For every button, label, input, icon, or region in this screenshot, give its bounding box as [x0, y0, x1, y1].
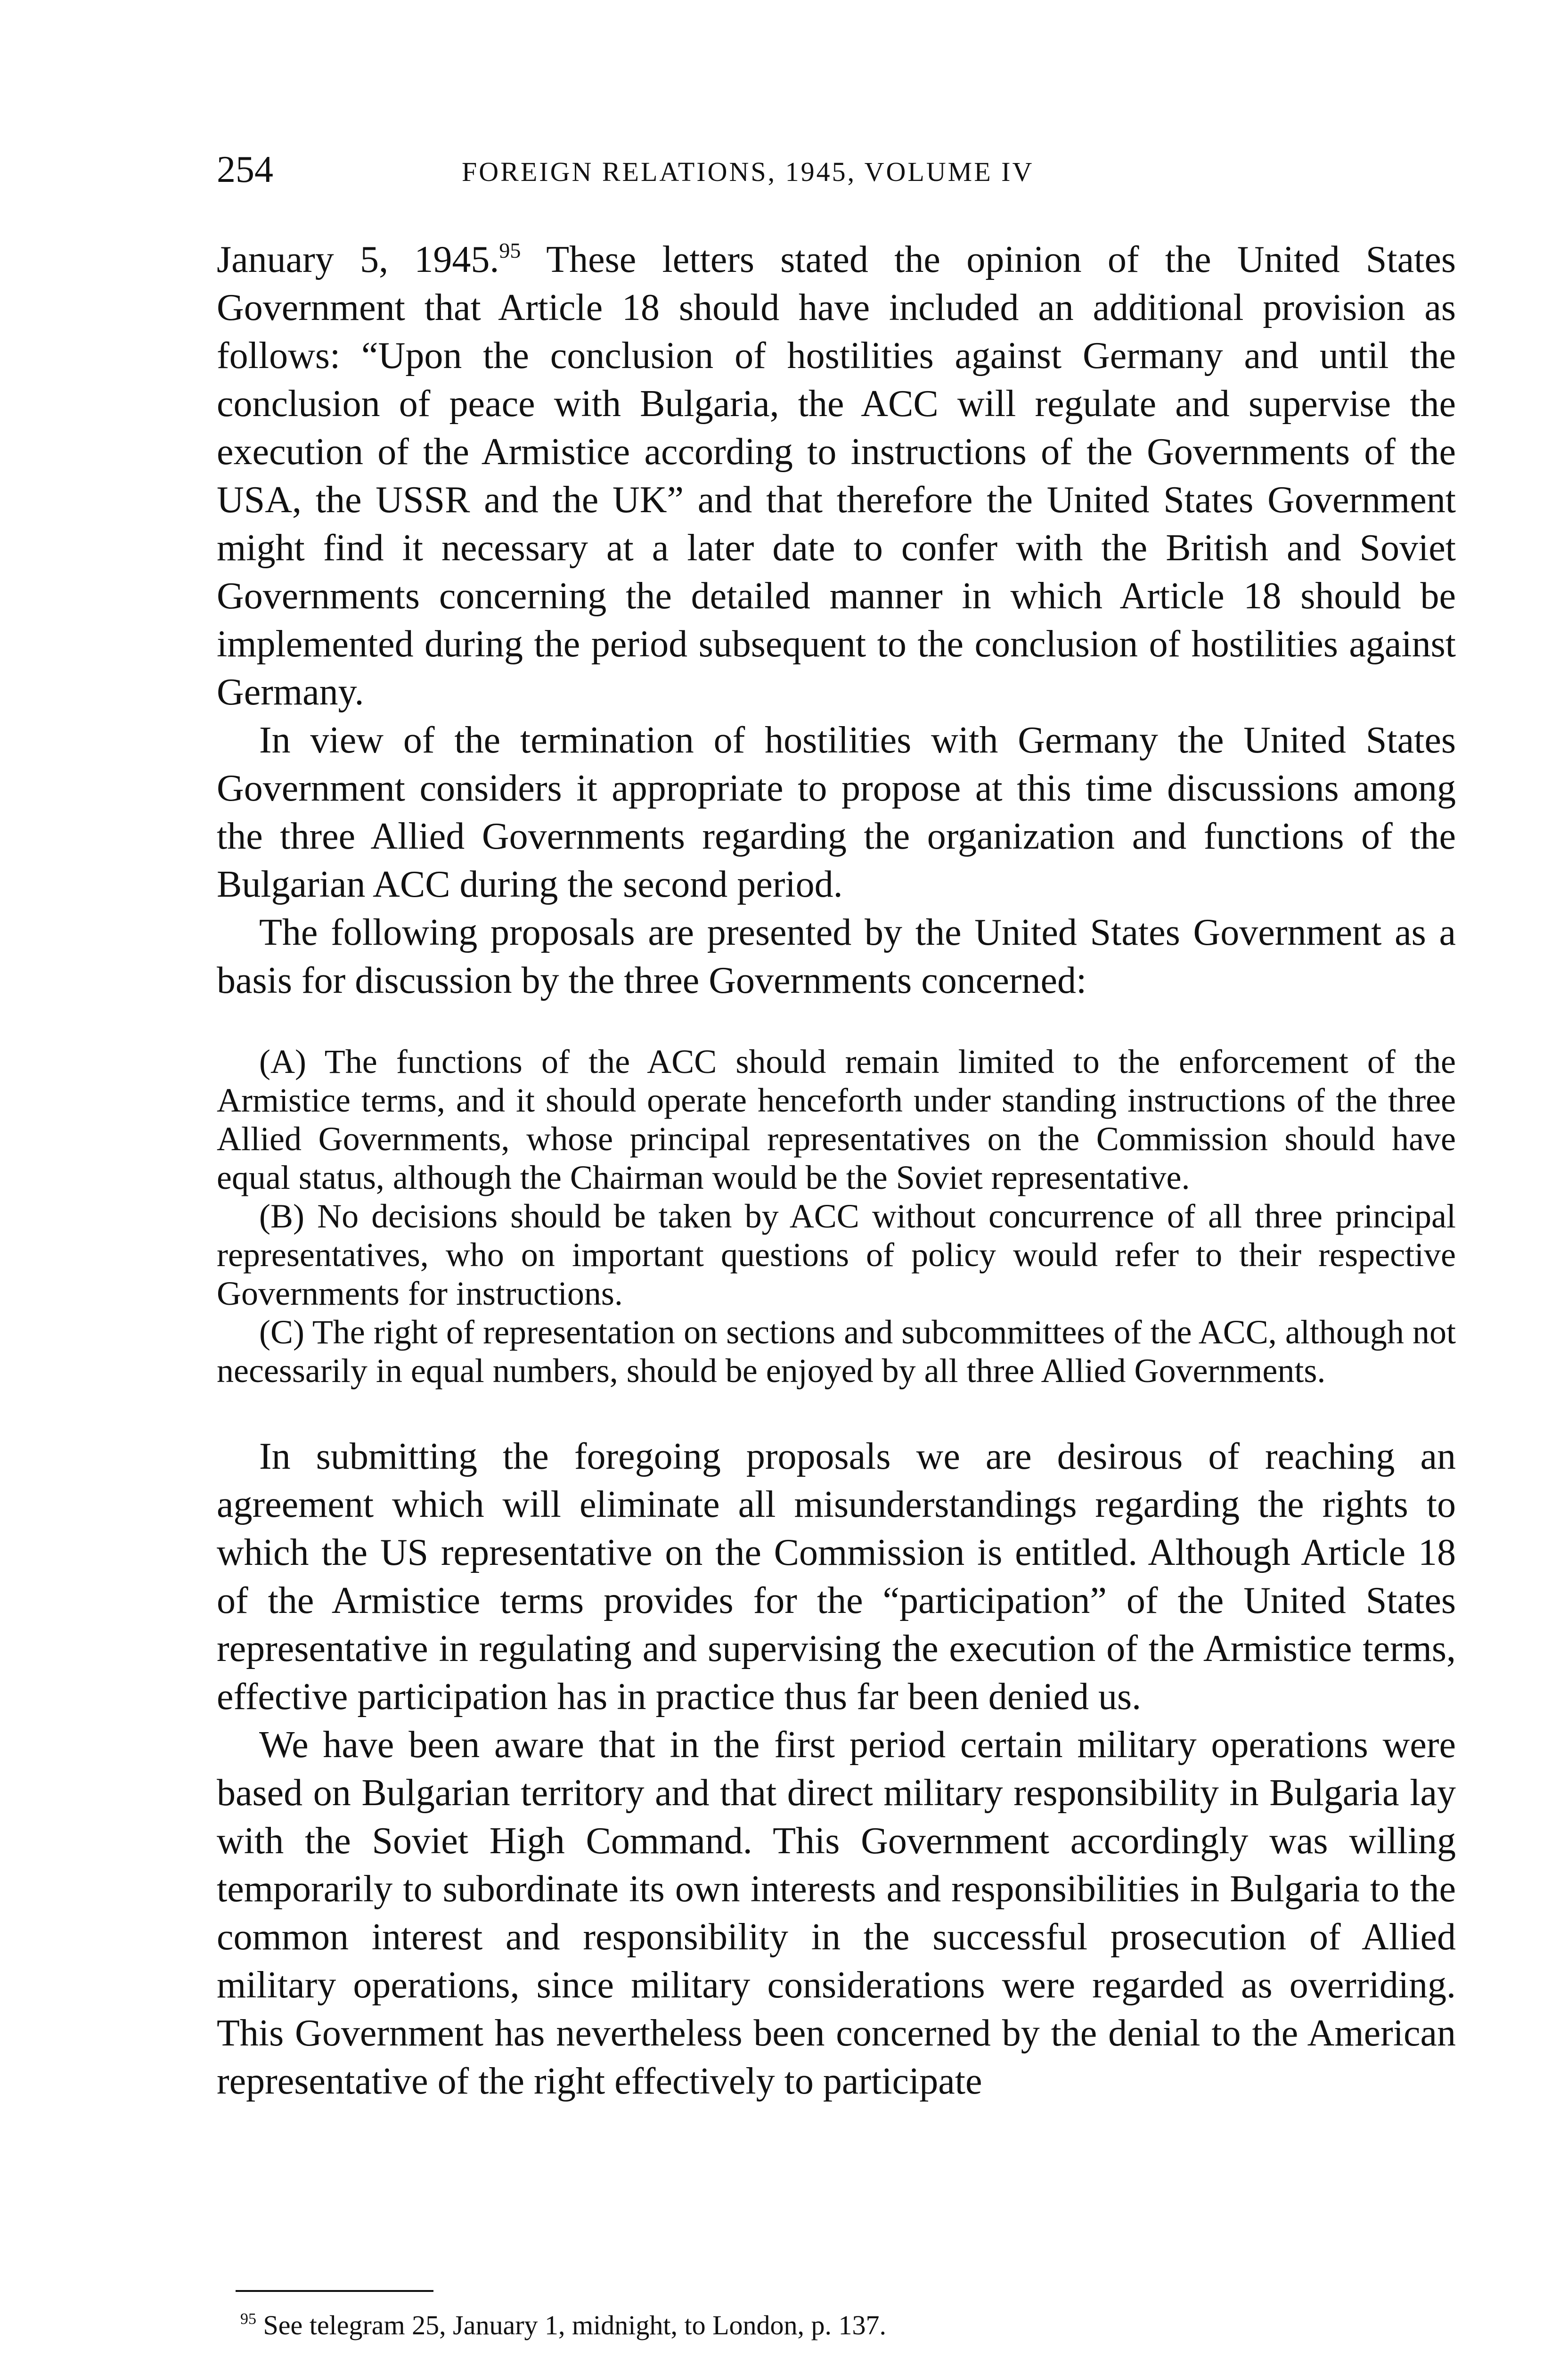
footnote-text: See telegram 25, January 1, midnight, to London, p. 137.	[263, 2310, 887, 2340]
proposals-list	[217, 1042, 1456, 1390]
paragraph-continuation	[217, 236, 1456, 716]
proposal-b: (B) No decisions should be taken by ACC without concurrence of all three principal representatives, who on important questions of policy would refer to their respective Governments for instructions.	[217, 1197, 1456, 1312]
footnote	[240, 2307, 1418, 2344]
footnote-divider	[236, 2290, 433, 2292]
paragraph: We have been aware that in the first period certain military operations were based on Bulgarian territory and that direct military responsibility in Bulgaria lay with the Soviet High Command. This Government accordingly was willing temporarily to subordinate its own interests and responsibilities in Bulgaria to the common interest and responsibility in the successful prosecution of Allied military operations, since military considerations were regarded as overriding. This Government has nevertheless been concerned by the denial to the American representative of the right effectively to participate	[217, 1724, 1456, 2102]
footnote-reference[interactable]: 95	[499, 238, 521, 262]
proposal-c: (C) The right of representation on sections and subcommittees of the ACC, although not necessarily in equal numbers, should be enjoyed by all three Allied Governments.	[217, 1313, 1456, 1390]
running-title: FOREIGN RELATIONS, 1945, VOLUME IV	[462, 156, 1034, 187]
paragraph: The following proposals are presented by the United States Government as a basis for discussion by the three Governments concerned:	[217, 912, 1456, 1001]
proposal-a: (A) The functions of the ACC should remain limited to the enforcement of the Armistice terms, and it should operate henceforth under standing instructions of the three Allied Governments, whose principal representatives on the Commission should have equal status, although the Chairman would be the Soviet representative.	[217, 1043, 1456, 1196]
paragraph: In submitting the foregoing proposals we are desirous of reaching an agreement which will eliminate all misunderstandings regarding the rights to which the US representative on the Commission is entitled. Although Article 18 of the Armistice terms provides for the “participation” of the United States representative in regulating and supervising the execution of the Armistice terms, effective participation has in practice thus far been denied us.	[217, 1436, 1456, 1718]
paragraph-text: These letters stated the opinion of the United States Government that Article 18 should have included an additional provision as follows: “Upon the conclusion of hostilities against Germany and until the conclusion of peace with Bulgaria, the ACC will regulate and supervise the execution of the Armistice according to instructions of the Governments of the USA, the USSR and the UK” and that therefore the United States Government might find it necessary at a later date to confer with the British and Soviet Governments concerning the detailed manner in which Article 18 should be implemented during the period subsequent to the conclusion of hostilities against Germany.	[217, 239, 1456, 713]
paragraph-date: January 5, 1945.	[217, 239, 499, 280]
body-text	[217, 236, 1456, 2105]
page-number: 254	[217, 149, 273, 190]
running-head	[217, 144, 1465, 196]
footnote-mark: 95	[240, 2310, 256, 2328]
paragraph: In view of the termination of hostilities with Germany the United States Government considers it appropriate to propose at this time discussions among the three Allied Governments regarding the organization and functions of the Bulgarian ACC during the second period.	[217, 720, 1456, 905]
